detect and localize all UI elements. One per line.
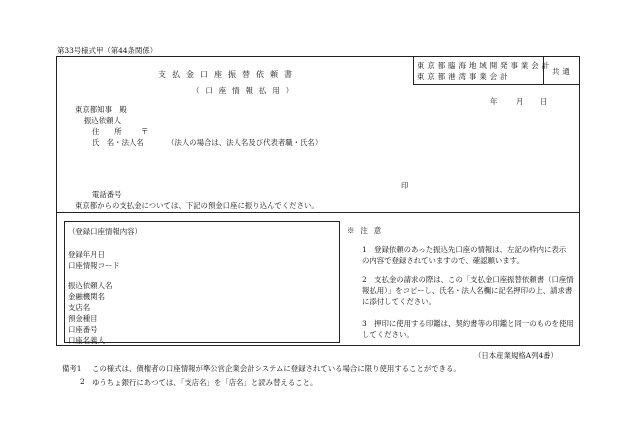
field-bank-name: 金融機関名 — [68, 292, 105, 301]
form-title: 支払金口座振替依頼書 — [158, 70, 298, 79]
remark-2-label: 2 — [80, 377, 85, 386]
field-applicant-name: 振込依頼人名 — [68, 281, 113, 290]
notes-heading: ※注意 — [347, 226, 388, 235]
field-registration-date: 登録年月日 — [68, 250, 105, 259]
field-deposit-type: 預金種目 — [68, 314, 98, 323]
note-1: 1 登録依頼のあった振込先口座の情報は、左記の枠内に表示の内容で登録されていますので、確認願います。 — [362, 245, 567, 265]
form-subtitle: （口座情報払用） — [192, 86, 300, 95]
applicant-label: 振込依頼人 — [84, 116, 121, 125]
request-text: 東京都からの支払金については、下記の預金口座に振り込んでください。 — [75, 201, 319, 210]
addressee: 東京都知事 殿 — [75, 105, 127, 114]
field-account-code: 口座情報コード — [68, 261, 120, 270]
name-note: （法人の場合は、法人名及び代表者職・氏名） — [167, 138, 323, 147]
issuer-line1: 東京都臨海地域開発事業会計 — [417, 61, 553, 70]
section-divider — [56, 212, 580, 213]
seal-mark: 印 — [401, 181, 409, 190]
issuer-line2: 東京都港湾事業会計 — [417, 72, 511, 81]
date-day: 日 — [540, 97, 548, 106]
remark-1-label: 備考1 — [62, 364, 82, 373]
postal-mark: 〒 — [141, 127, 149, 136]
issuer-divider-left — [413, 56, 414, 84]
date-year: 年 — [490, 97, 498, 106]
phone-label: 電話番号 — [92, 190, 122, 199]
field-account-holder: 口座名義人 — [68, 336, 105, 345]
issuer-bottom — [413, 84, 580, 85]
date-month: 月 — [516, 97, 524, 106]
issuer-common: 共通 — [552, 67, 573, 76]
paper-size: （日本産業規格A列4番） — [474, 351, 558, 360]
note-3: 3 押印に使用する印鑑は、契約書等の印鑑と同一のものを使用してください。 — [362, 319, 574, 339]
note-2: 2 支払金の請求の際は、この「支払金口座振替依頼書（口座情報払用）」をコピーし、氏名・法人名欄に記名押印の上、請求書に添付してください。 — [362, 275, 574, 306]
name-label: 氏 名・法人名 — [92, 138, 144, 147]
form-number: 第33号様式甲（第44条関係） — [57, 46, 158, 55]
remark-1-text: この様式は、債権者の口座情報が準公営企業会計システムに登録されている場合に限り使用することができる。 — [92, 364, 461, 373]
field-branch-name: 支店名 — [68, 303, 91, 312]
registered-info-heading: （登録口座情報内容） — [68, 227, 142, 236]
remark-2-text: ゆうちょ銀行にあつては、「支店名」を「店名」と読み替えること。 — [92, 378, 318, 387]
field-account-number: 口座番号 — [68, 325, 98, 334]
address-label: 住 所 — [92, 127, 122, 136]
